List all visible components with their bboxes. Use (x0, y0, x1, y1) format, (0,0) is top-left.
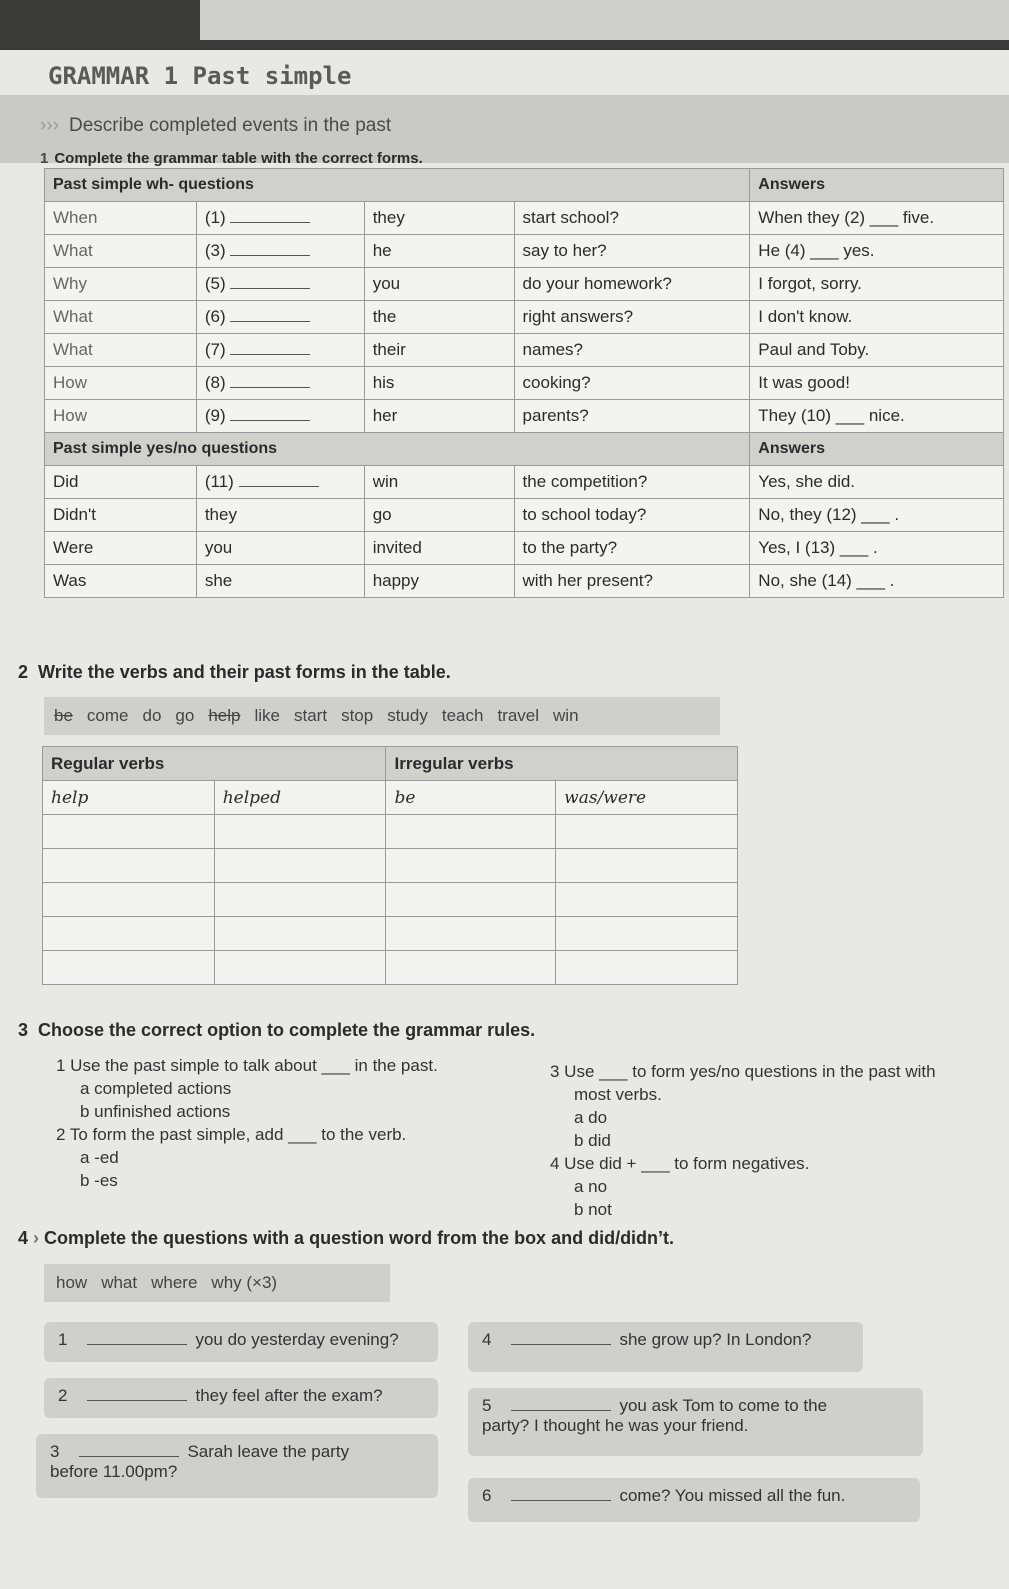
question-rest: cooking? (514, 367, 750, 400)
option[interactable]: b unfinished actions (80, 1102, 231, 1121)
section-subtitle (40, 115, 391, 137)
example-irregular: be (386, 781, 556, 815)
table-row (43, 747, 738, 781)
table-row (45, 235, 1004, 268)
cell: win (364, 466, 514, 499)
grammar-table (44, 168, 1004, 598)
table-row (45, 334, 1004, 367)
arrows-icon: ››› (40, 115, 59, 136)
question-word: When (45, 202, 197, 235)
answer: Paul and Toby. (750, 334, 1004, 367)
regular-header: Regular verbs (43, 747, 386, 781)
word: how (56, 1273, 88, 1292)
answer: They (10) ___ nice. (750, 400, 1004, 433)
answer: It was good! (750, 367, 1004, 400)
example-irregular-past: was/were (556, 781, 738, 815)
instruction-text: Choose the correct option to complete the grammar rules. (38, 1020, 536, 1040)
yn-header: Past simple yes/no questions (45, 433, 750, 466)
option[interactable]: a do (574, 1108, 608, 1127)
option[interactable]: b did (574, 1131, 611, 1150)
subject: they (364, 202, 514, 235)
table-row[interactable] (43, 951, 738, 985)
aux-blank[interactable] (196, 202, 364, 235)
blank-number: (7) (204, 340, 226, 359)
cell[interactable] (386, 951, 556, 985)
blank-number: (1) (204, 208, 226, 227)
table-row (45, 433, 1004, 466)
answer-blank[interactable] (87, 1332, 187, 1345)
item-number: 1 (58, 1330, 68, 1349)
table-row (45, 499, 1004, 532)
cell: happy (364, 565, 514, 598)
speech-bubble (44, 1378, 438, 1418)
word: go (175, 706, 195, 725)
word: start (294, 706, 328, 725)
item-number: 6 (482, 1486, 492, 1505)
answer: He (4) ___ yes. (750, 235, 1004, 268)
cell[interactable] (214, 917, 386, 951)
item-number: 4 (482, 1330, 492, 1349)
exercise-4-instruction (18, 1228, 674, 1249)
word: travel (497, 706, 540, 725)
item-text: come? You missed all the fun. (619, 1486, 846, 1505)
verbs-table (42, 746, 738, 985)
top-light (200, 0, 1009, 40)
speech-bubble (468, 1322, 863, 1372)
subject: his (364, 367, 514, 400)
irregular-header: Irregular verbs (386, 747, 738, 781)
exercise-number: 1 (40, 150, 49, 167)
rule: 2 To form the past simple, add ___ to the verb. (56, 1125, 407, 1144)
answer: When they (2) ___ five. (750, 202, 1004, 235)
cell[interactable] (386, 849, 556, 883)
item-text: party? I thought he was your friend. (482, 1416, 749, 1435)
cell: they (196, 499, 364, 532)
cell: Did (45, 466, 197, 499)
table-row (43, 781, 738, 815)
word: why (×3) (211, 1273, 278, 1292)
example-regular: help (43, 781, 215, 815)
question-word: What (45, 334, 197, 367)
word: stop (341, 706, 374, 725)
cell[interactable] (214, 849, 386, 883)
cell[interactable] (556, 951, 738, 985)
chevron-right-icon: › (33, 1228, 40, 1248)
word: do (142, 706, 162, 725)
question-rest: start school? (514, 202, 750, 235)
cell: Didn't (45, 499, 197, 532)
table-row (45, 466, 1004, 499)
word: win (553, 706, 579, 725)
cell[interactable] (214, 815, 386, 849)
table-row (45, 301, 1004, 334)
blank-number: (9) (204, 406, 226, 425)
aux-blank[interactable] (196, 235, 364, 268)
word: where (151, 1273, 198, 1292)
cell[interactable] (556, 917, 738, 951)
aux-blank[interactable] (196, 268, 364, 301)
question-rest: names? (514, 334, 750, 367)
cell[interactable] (196, 466, 364, 499)
question-rest: parents? (514, 400, 750, 433)
cell[interactable] (43, 815, 215, 849)
cell[interactable] (386, 917, 556, 951)
cell: with her present? (514, 565, 750, 598)
cell: you (196, 532, 364, 565)
speech-bubble (44, 1322, 438, 1362)
table-row[interactable] (43, 849, 738, 883)
item-text: before 11.00pm? (50, 1462, 178, 1481)
cell: to school today? (514, 499, 750, 532)
item-text: you do yesterday evening? (195, 1330, 399, 1349)
item-text: they feel after the exam? (195, 1386, 383, 1405)
cell: Was (45, 565, 197, 598)
answer-blank[interactable] (511, 1332, 611, 1345)
question-rest: say to her? (514, 235, 750, 268)
answer: Yes, she did. (750, 466, 1004, 499)
answers-header: Answers (750, 433, 1004, 466)
option[interactable]: a completed actions (80, 1079, 232, 1098)
option[interactable]: a -ed (80, 1148, 119, 1167)
speech-bubble (468, 1478, 920, 1522)
word: study (387, 706, 428, 725)
rule: 3 Use ___ to form yes/no questions in the past with (550, 1062, 936, 1081)
subject: he (364, 235, 514, 268)
item-number: 2 (58, 1386, 68, 1405)
question-rest: right answers? (514, 301, 750, 334)
table-row (45, 367, 1004, 400)
subject: you (364, 268, 514, 301)
table-row (45, 202, 1004, 235)
question-rest: do your homework? (514, 268, 750, 301)
table-row (45, 400, 1004, 433)
instruction-text: Write the verbs and their past forms in the table. (38, 662, 451, 682)
rule: 4 Use did + ___ to form negatives. (550, 1154, 810, 1173)
exercise-number: 4 (18, 1228, 29, 1248)
item-number: 3 (50, 1442, 60, 1461)
wh-header: Past simple wh- questions (45, 169, 750, 202)
word-box (44, 697, 720, 735)
cell[interactable] (556, 849, 738, 883)
cell[interactable] (43, 849, 215, 883)
option[interactable]: b not (574, 1200, 612, 1219)
answer[interactable]: No, she (14) ___ . (750, 565, 1004, 598)
exercise-number: 3 (18, 1020, 29, 1040)
instruction-text: Complete the grammar table with the correct forms. (54, 150, 423, 167)
answer[interactable]: No, they (12) ___ . (750, 499, 1004, 532)
cell[interactable] (386, 883, 556, 917)
answers-header: Answers (750, 169, 1004, 202)
cell[interactable] (214, 951, 386, 985)
table-row (45, 169, 1004, 202)
aux-blank[interactable] (196, 301, 364, 334)
rules-right (550, 1060, 1005, 1221)
question-word: What (45, 235, 197, 268)
word: what (101, 1273, 138, 1292)
question-word: What (45, 301, 197, 334)
blank-number: (8) (204, 373, 226, 392)
question-word-box (44, 1264, 390, 1302)
table-row[interactable] (43, 917, 738, 951)
cell[interactable] (556, 883, 738, 917)
item-text: you ask Tom to come to the (619, 1396, 828, 1415)
table-row (45, 532, 1004, 565)
subject: their (364, 334, 514, 367)
cell[interactable] (556, 815, 738, 849)
item-number: 5 (482, 1396, 492, 1415)
blank-number: (3) (204, 241, 226, 260)
exercise-number: 2 (18, 662, 29, 682)
aux-blank[interactable] (196, 400, 364, 433)
cell: go (364, 499, 514, 532)
question-word: Why (45, 268, 197, 301)
answer-blank[interactable] (79, 1444, 179, 1457)
table-row[interactable] (43, 815, 738, 849)
cell: invited (364, 532, 514, 565)
word: come (86, 706, 129, 725)
answer[interactable]: Yes, I (13) ___ . (750, 532, 1004, 565)
cell[interactable] (43, 883, 215, 917)
table-row (45, 565, 1004, 598)
instruction-text: Complete the questions with a question word from the box and did/didn’t. (44, 1228, 675, 1248)
table-row (45, 268, 1004, 301)
section-title: GRAMMAR 1 Past simple (48, 62, 352, 90)
subject: the (364, 301, 514, 334)
cell: she (196, 565, 364, 598)
cell: to the party? (514, 532, 750, 565)
cell[interactable] (214, 883, 386, 917)
option[interactable]: b -es (80, 1171, 118, 1190)
cell[interactable] (43, 951, 215, 985)
exercise-1-instruction (40, 150, 423, 167)
answer-blank[interactable] (511, 1398, 611, 1411)
answer: I don't know. (750, 301, 1004, 334)
question-word: How (45, 367, 197, 400)
subtitle-text: Describe completed events in the past (68, 115, 392, 136)
cell: Were (45, 532, 197, 565)
answer-blank[interactable] (511, 1488, 611, 1501)
speech-bubble (36, 1434, 438, 1498)
aux-blank[interactable] (196, 334, 364, 367)
table-row[interactable] (43, 883, 738, 917)
rules-left (56, 1054, 536, 1192)
rule-continuation: most verbs. (574, 1085, 662, 1104)
blank-number: (6) (204, 307, 226, 326)
exercise-3-instruction (18, 1020, 535, 1041)
exercise-2-instruction (18, 662, 451, 683)
cell[interactable] (386, 815, 556, 849)
subject: her (364, 400, 514, 433)
answer-blank[interactable] (87, 1388, 187, 1401)
speech-bubble (468, 1388, 923, 1456)
word: teach (441, 706, 484, 725)
word: like (254, 706, 280, 725)
option[interactable]: a no (574, 1177, 608, 1196)
item-text: Sarah leave the party (187, 1442, 350, 1461)
cell: the competition? (514, 466, 750, 499)
item-text: she grow up? In London? (619, 1330, 812, 1349)
question-word: How (45, 400, 197, 433)
word-struck: be (54, 706, 73, 725)
answer: I forgot, sorry. (750, 268, 1004, 301)
blank-number: (11) (204, 472, 234, 491)
blank-number: (5) (204, 274, 226, 293)
rule: 1 Use the past simple to talk about ___ in the past. (56, 1056, 438, 1075)
example-regular-past: helped (214, 781, 386, 815)
word-struck: help (208, 706, 241, 725)
aux-blank[interactable] (196, 367, 364, 400)
cell[interactable] (43, 917, 215, 951)
